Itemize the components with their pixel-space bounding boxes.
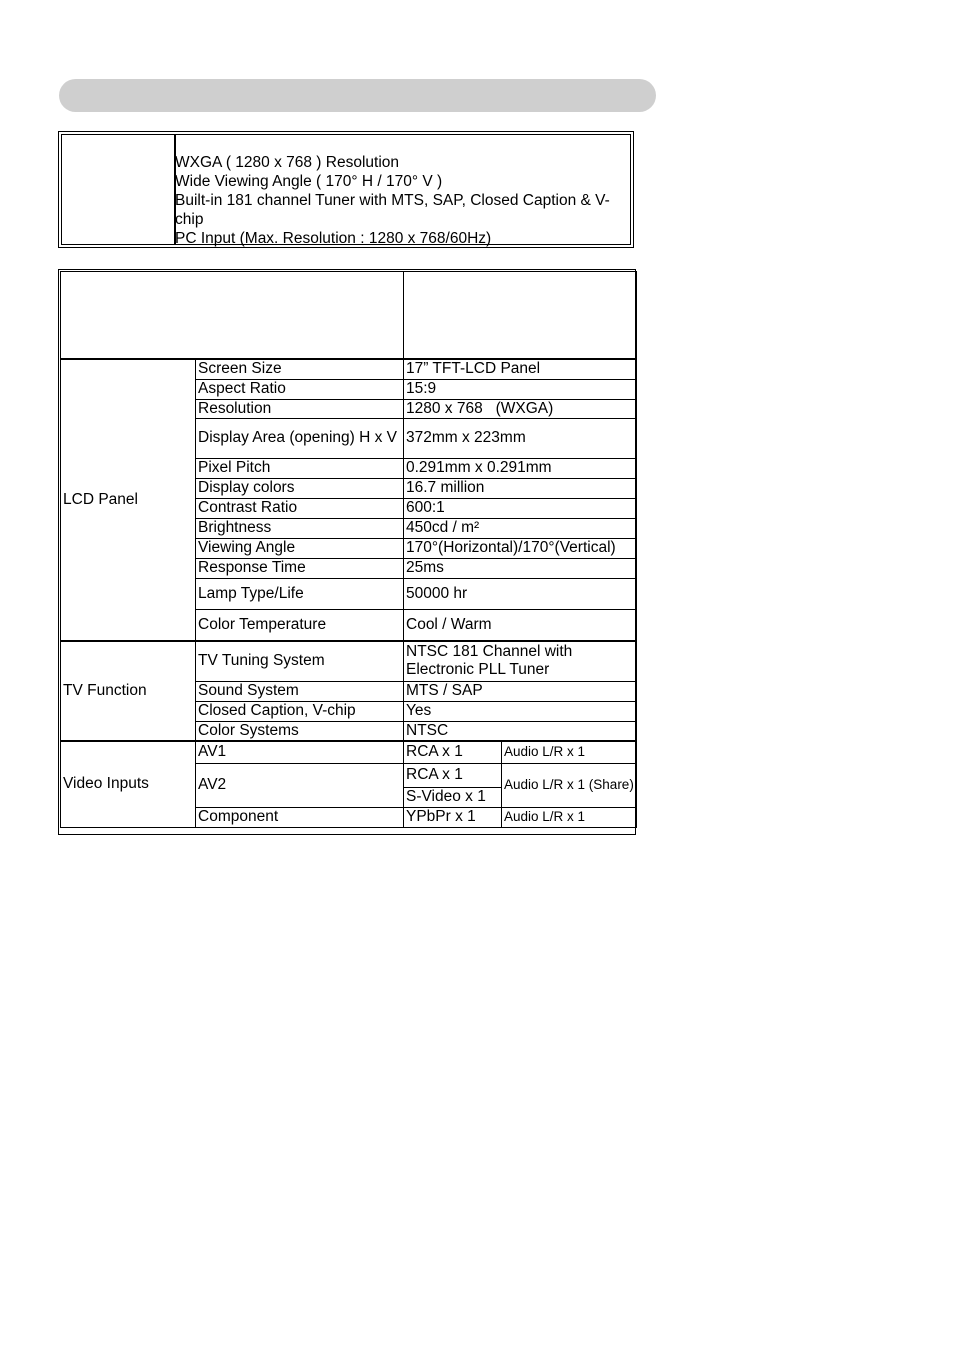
- spec-value: 1280 x 768 (WXGA): [404, 399, 637, 418]
- spec-value: 15:9: [404, 379, 637, 399]
- spec-value: 50000 hr: [404, 578, 637, 609]
- spec-value: 600:1: [404, 498, 637, 518]
- features-list: [175, 153, 625, 248]
- spec-audio: Audio L/R x 1: [502, 807, 637, 827]
- spec-item: Response Time: [196, 558, 404, 578]
- feature-item: Wide Viewing Angle ( 170° H / 170° V ): [175, 173, 443, 190]
- spec-value: YPbPr x 1: [404, 807, 502, 827]
- table-header-row: [61, 272, 637, 360]
- spec-value: 16.7 million: [404, 478, 637, 498]
- spec-item: Aspect Ratio: [196, 379, 404, 399]
- section-title-bar: [59, 79, 656, 112]
- header-cell-right: [404, 272, 637, 360]
- spec-value: RCA x 1: [404, 741, 502, 763]
- spec-value: 170°(Horizontal)/170°(Vertical): [404, 538, 637, 558]
- specifications-table: [60, 271, 637, 828]
- spec-item: Viewing Angle: [196, 538, 404, 558]
- spec-item: Color Systems: [196, 721, 404, 741]
- spec-item: Brightness: [196, 518, 404, 538]
- spec-item: Contrast Ratio: [196, 498, 404, 518]
- spec-value: 17” TFT-LCD Panel: [404, 359, 637, 379]
- spec-item: TV Tuning System: [196, 641, 404, 681]
- spec-value: NTSC 181 Channel with Electronic PLL Tuner: [404, 641, 637, 681]
- table-row: [61, 641, 637, 681]
- feature-item: PC Input (Max. Resolution : 1280 x 768/60Hz): [175, 230, 492, 247]
- spec-value: 0.291mm x 0.291mm: [404, 458, 637, 478]
- spec-item: Resolution: [196, 399, 404, 418]
- features-box: [58, 131, 634, 248]
- spec-item: AV2: [196, 763, 404, 807]
- category-video-inputs: Video Inputs: [61, 741, 196, 827]
- spec-audio: Audio L/R x 1 (Share): [502, 763, 637, 807]
- spec-item: Display colors: [196, 478, 404, 498]
- spec-value: Yes: [404, 701, 637, 721]
- table-row: [61, 741, 637, 763]
- spec-value: MTS / SAP: [404, 681, 637, 701]
- spec-item: Component: [196, 807, 404, 827]
- spec-value: 372mm x 223mm: [404, 418, 637, 458]
- spec-value: 450cd / m²: [404, 518, 637, 538]
- spec-item: Screen Size: [196, 359, 404, 379]
- spec-item: Display Area (opening) H x V: [196, 418, 404, 458]
- category-lcd-panel: LCD Panel: [61, 359, 196, 641]
- spec-item: Pixel Pitch: [196, 458, 404, 478]
- spec-item: Sound System: [196, 681, 404, 701]
- spec-value: RCA x 1: [404, 763, 502, 787]
- spec-item: Color Temperature: [196, 609, 404, 641]
- spec-value: NTSC: [404, 721, 637, 741]
- table-row: [61, 359, 637, 379]
- category-tv-function: TV Function: [61, 641, 196, 741]
- spec-value: S-Video x 1: [404, 787, 502, 807]
- feature-item: Built-in 181 channel Tuner with MTS, SAP, Closed Caption & V-chip: [175, 192, 610, 228]
- specifications-table-frame: [58, 269, 636, 835]
- spec-item: Closed Caption, V-chip: [196, 701, 404, 721]
- spec-value: 25ms: [404, 558, 637, 578]
- spec-item: AV1: [196, 741, 404, 763]
- feature-item: WXGA ( 1280 x 768 ) Resolution: [175, 154, 400, 171]
- spec-value: Cool / Warm: [404, 609, 637, 641]
- spec-item: Lamp Type/Life: [196, 578, 404, 609]
- spec-audio: Audio L/R x 1: [502, 741, 637, 763]
- header-cell-left: [61, 272, 404, 360]
